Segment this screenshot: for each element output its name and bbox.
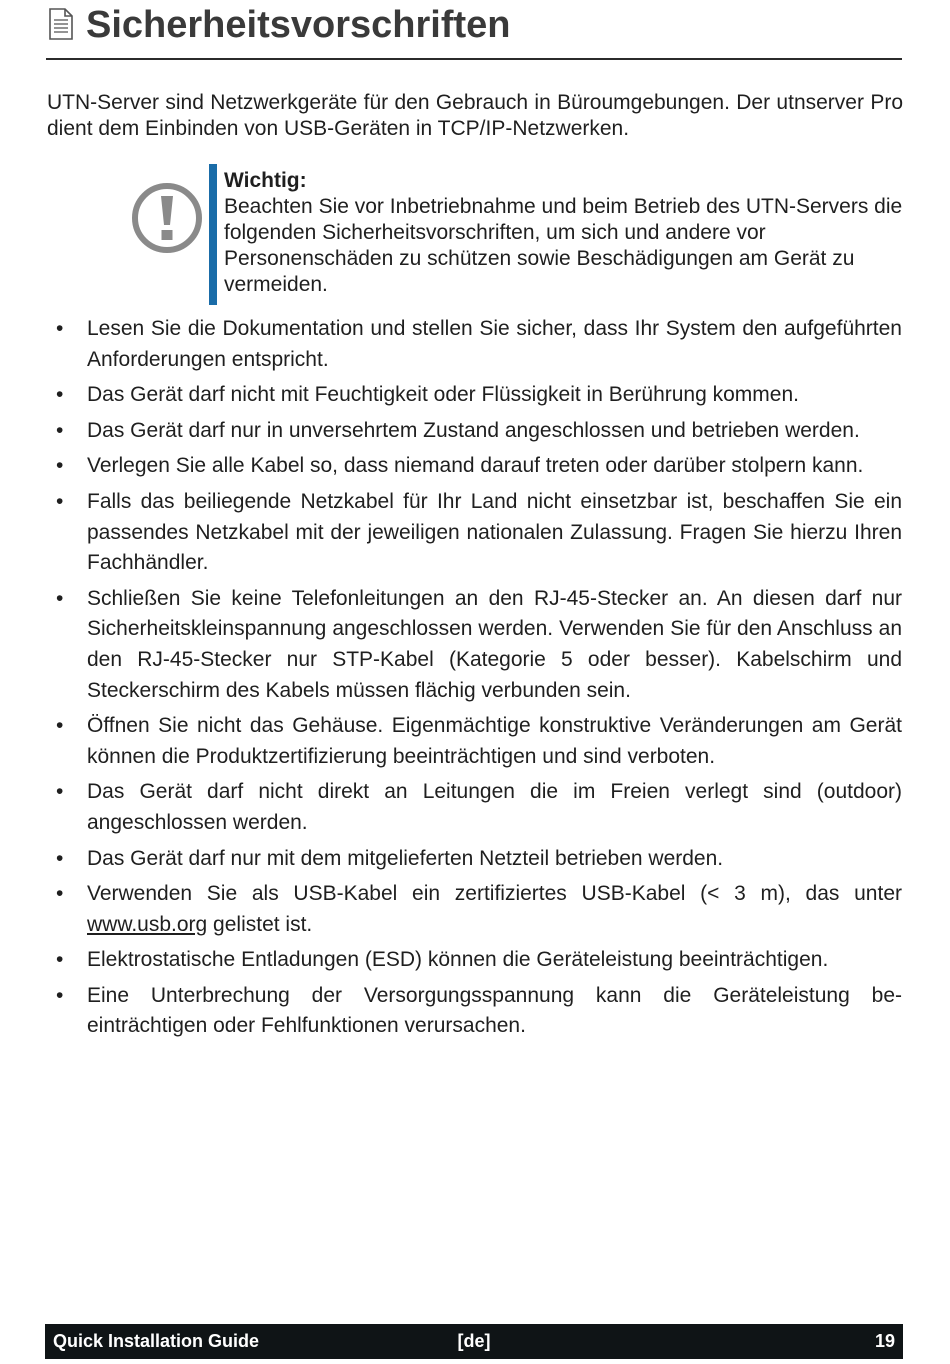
page-title: Sicherheitsvorschriften [86,4,511,46]
usb-rule-text-after: gelistet ist. [207,912,313,936]
list-item: • Das Gerät darf nur in unversehrtem Zustand angeschlossen und betrieben werden. [56,416,902,447]
important-notice [130,164,902,304]
list-item: • Öffnen Sie nicht das Gehäuse. Eigenmächtige konstruktive Veränderungen am Gerät können die Produktzertifizierung beeinträchtigen und sind verboten. [56,711,902,772]
list-item-usb-cable [56,879,902,940]
document-icon [48,8,74,40]
page-header [46,0,902,60]
list-item: • Verlegen Sie alle Kabel so, dass niemand darauf treten oder darüber stolpern kann. [56,451,902,482]
safety-rules-list [56,314,902,1047]
intro-paragraph: UTN-Server sind Netzwerkgeräte für den Gebrauch in Büroumgebungen. Der utnserver Pro dient dem Einbinden von USB-Geräten in TCP/IP-Netzwerken. [47,91,903,140]
page-footer [45,1324,903,1359]
usb-rule-text-before: Verwenden Sie als USB-Kabel ein zertifiziertes USB-Kabel (< 3 m), das unter [87,882,902,906]
usb-org-link[interactable]: www.usb.org [87,912,208,936]
list-item: • Das Gerät darf nicht direkt an Leitungen die im Freien verlegt sind (outdoor) angeschlossen werden. [56,777,902,838]
list-item: • Das Gerät darf nicht mit Feuchtigkeit oder Flüssigkeit in Berührung kommen. [56,380,902,411]
notice-body [224,168,904,298]
footer-guide-title: Quick Installation Guide [53,1331,260,1351]
footer-language: [de] [457,1331,491,1351]
list-item: • Elektrostatische Entladungen (ESD) können die Geräteleistung beeinträchtigen. [56,945,902,976]
notice-text: Beachten Sie vor Inbetriebnahme und beim Betrieb des UTN-Servers die folgenden Sicherheitsvorschriften, um sich und andere vor Personenschäden zu schützen sowie Beschädigungen am Gerät zu vermeiden. [224,195,903,296]
notice-heading: Wichtig: [224,169,307,192]
list-item: • Falls das beiliegende Netzkabel für Ihr Land nicht einsetzbar ist, beschaffen Sie ein passendes Netzkabel mit der jeweiligen nationalen Zulassung. Fragen Sie hierzu Ihren Fachhändler. [56,487,902,579]
list-item: • Das Gerät darf nur mit dem mitgelieferten Netzteil betrieben werden. [56,844,902,875]
page-number: 19 [874,1331,895,1351]
list-item: • Lesen Sie die Dokumentation und stellen Sie sicher, dass Ihr System den aufgeführten Anforderungen entspricht. [56,314,902,375]
list-item: • Schließen Sie keine Telefonleitungen an den RJ-45-Stecker an. An diesen darf nur Sicherheitskleinspannung angeschlossen werden. Verwenden Sie für den Anschluss an den RJ-45-Stecker nur STP-Kabel (Kategorie 5 oder besser). Kabelschirm und Steckerschirm des Kabels müssen flächig verbunden sein. [56,584,902,706]
list-item: • Eine Unterbrechung der Versorgungsspannung kann die Geräteleistung beeinträchtigen oder Fehlfunktionen verursachen. [56,981,902,1042]
exclamation-circle-icon [130,181,204,255]
notice-accent-bar [209,164,217,305]
